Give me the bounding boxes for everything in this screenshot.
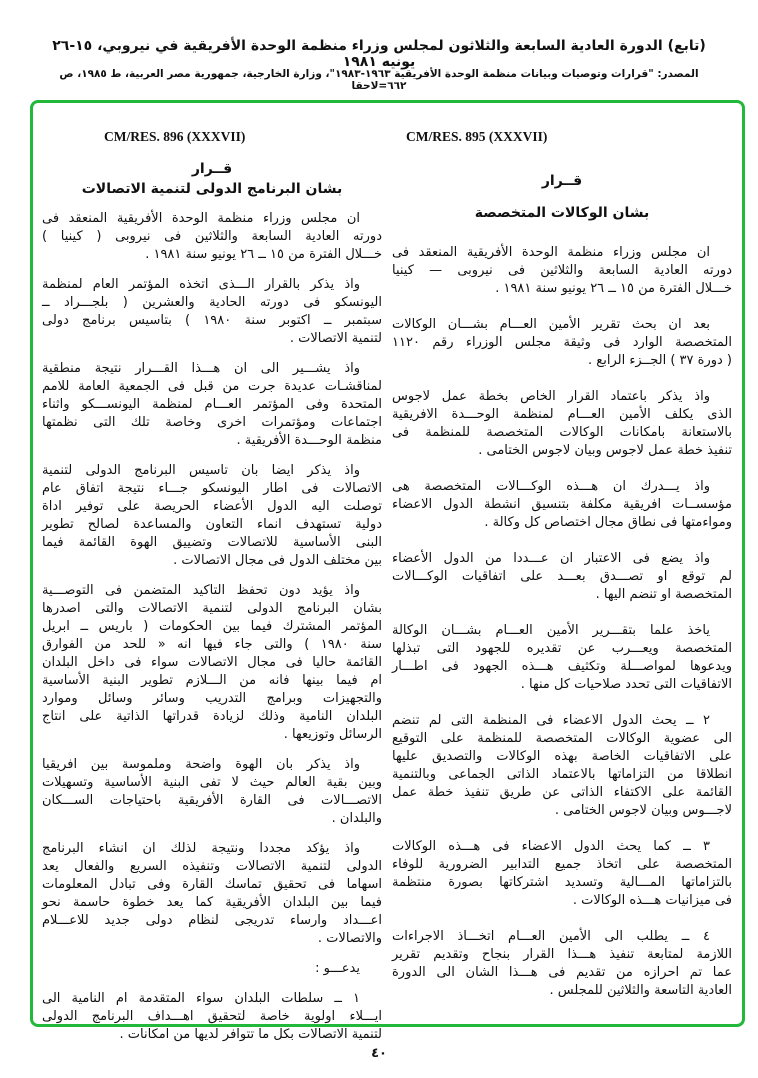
text-line: اعـــداد وارساء تدريجى لنظام دولى جديد للاعـــلام (42, 913, 382, 928)
text-line: الذى يكلف الأمين العـــام لمنظمة الوحـــدة الافريقية (392, 407, 732, 422)
text-line: ٣ ــ كما يحث الدول الاعضاء فى هـــذه الوكالات (392, 839, 710, 854)
text-line: المؤتمر المشترك فيما بين الحكومات ( باريس ــ ابريل (42, 619, 382, 634)
text-line: وبين بقية العالم حيث لا تفى البنية الأساسية وتسهيلات (42, 775, 382, 790)
text-line: خـــلال الفترة من ١٥ ــ ٢٦ يونيو سنة ١٩٨١ . (145, 247, 382, 262)
resolution-heading: قــرار (191, 161, 233, 177)
text-line: ويدعوها لمواصـــلة وتكثيف هـــذه الجهود فى اطـــار (392, 659, 732, 674)
document-source-line: المصدر: "قرارات وتوصيات وبيانات منظمة الوحدة الأفريقية ١٩٦٣-١٩٨٣"، وزارة الخارجية، جمهورية مصر العربية، ط ١٩٨٥، ص ٦٦٢=لاحقا (59, 68, 699, 92)
text-line: ٢ ــ يحث الدول الاعضاء فى المنظمة التى لم تنضم (392, 713, 710, 728)
text-line: واذ يؤيد دون تحفظ التاكيد المتضمن فى التوصـــية (42, 583, 360, 598)
resolution-896-column (42, 128, 382, 1056)
text-line: القائمة على الاكتفاء الذاتى عن طريق تنفيذ خطة عمل (392, 785, 732, 800)
text-line: والاتصالات . (317, 931, 382, 946)
text-line: العادية التاسعة والثلاثين للمجلس . (549, 983, 732, 998)
text-line: انطلاقا من التزاماتها بالاعتماد الذاتى الجماعى وبالتنمية (392, 767, 732, 782)
text-line: واذ يذكر ايضا بان تاسيس البرنامج الدولى لتنمية (42, 463, 360, 478)
paragraph (42, 756, 382, 828)
text-line: الى عضوية الوكالات المتخصصة للمنظمة على التوقيع (392, 731, 732, 746)
text-line: توصلت اليه الدول الأعضاء الحريصة على توفير اداة (42, 499, 382, 514)
text-line: المتحدة وفى المؤتمر العـــام لمنظمة اليونســـكو واثناء (42, 397, 382, 412)
text-line: والبلدان . (331, 811, 382, 826)
text-line: اللازمة لمتابعة تنفيذ هـــذا القرار بنجاح وتقديم تقرير (392, 947, 732, 962)
text-line: واذ يذكر باعتماد القرار الخاص بخطة عمل لاجوس (392, 389, 710, 404)
text-line: اسهاما فى تحقيق تماسك القارة وفى تبادل المعلومات (42, 877, 382, 892)
text-line: ايـــلاء اولوية خاصة لتحقيق اهـــداف البرنامج الدولى (42, 1009, 382, 1024)
text-line: ياخذ علما بتقـــرير الأمين العـــام بشـــان الوكالة (392, 623, 710, 638)
text-line: مؤسســات افريقية مكلفة بتنسيق انشطة الدول الاعضاء (392, 497, 732, 512)
text-line: واذ يضع فى الاعتبار ان عـــددا من الدول الأعضاء (392, 551, 710, 566)
text-line: ومواءمتها فى نطاق مجال اختصاص كل وكالة . (484, 515, 732, 530)
text-line: بالاستعانة بامكانات الوكالات المتخصصة للمنظمة فى (392, 425, 732, 440)
text-line: خـــلال الفترة من ١٥ ــ ٢٦ يونيو سنة ١٩٨١ . (495, 281, 732, 296)
text-line: المتخصصة ويعـــرب عن تقديره للجهود التى تبذلها (392, 641, 732, 656)
text-line: تنفيذ خطة عمل لاجوس وبيان لاجوس الختامى . (478, 443, 732, 458)
text-line: الاتفاقيات التى تحدد صلاحيات كل منها . (520, 677, 732, 692)
text-line: البلدان النامية وذلك لزيادة قدراتها الذاتية على انتاج (42, 709, 382, 724)
text-line: القائمة حاليا فى مجال الاتصالات سواء فى داخل البلدان (42, 655, 382, 670)
text-line: واذ يشـــير الى ان هـــذا القـــرار نتيجة منطقية (42, 361, 360, 376)
text-line: ان مجلس وزراء منظمة الوحدة الأفريقية المنعقد فى (42, 211, 360, 226)
paragraph (42, 582, 382, 744)
text-line: الدولى لتنمية الاتصالات وتنفيذه السريع والفعال يعد (42, 859, 382, 874)
resolution-body (42, 210, 382, 1044)
text-line: دورته العادية السابعة والثلاثين فى نيروبى — كينيا (392, 263, 732, 278)
paragraph (42, 210, 382, 264)
text-line: بين مختلف الدول فى مجال الاتصالات . (173, 553, 382, 568)
text-line: دولية تستهدف انماء التعاون والمساعدة لصالح تطوير (42, 517, 382, 532)
text-line: الاتصـــالات فى القارة الأفريقية باحتياجات الســـكان (42, 793, 382, 808)
paragraph (392, 478, 732, 532)
text-line: سبتمبر ــ اكتوبر سنة ١٩٨٠ ) بتاسيس برنامج دولى (42, 313, 382, 328)
text-line: فيما بين البلدان الأفريقية كما يعد خطوة حاسمة نحو (42, 895, 382, 910)
text-line: يدعـــو : (315, 961, 360, 976)
text-line: ٤ ــ يطلب الى الأمين العـــام اتخـــاذ الاجراءات (392, 929, 710, 944)
paragraph (392, 622, 732, 694)
text-line: اليونسكو فى دورته الحادية والعشرين ( بلجـــراد ــ (42, 295, 382, 310)
text-line: لم توقع او تصـــدق بعـــد على اتفاقيات الوكـــالات (392, 569, 732, 584)
text-line: لاجـــوس وبيان لاجوس الختامى . (554, 803, 732, 818)
paragraph (392, 316, 732, 370)
text-line: على الاتفاقيات الخاصة بهذه الوكالات والتصديق عليها (392, 749, 732, 764)
text-line: سنة ١٩٨٠ ) والتى جاء فيها انه « للحد من الفوارق (42, 637, 383, 652)
resolution-subject: بشان البرنامج الدولى لتنمية الاتصالات (81, 181, 343, 197)
text-line: بعد ان بحث تقرير الأمين العـــام بشـــان الوكالات (392, 317, 710, 332)
paragraph (392, 928, 732, 1000)
text-line: البنى الأساسية للاتصالات وتضييق الهوة القائمة فيما (42, 535, 382, 550)
text-line: واذ يؤكد مجددا ونتيجة لذلك ان انشاء البرنامج (42, 841, 360, 856)
resolution-code: CM/RES. 895 (XXXVII) (406, 129, 548, 144)
resolution-heading: قــرار (541, 173, 583, 189)
text-line: المتخصصة او تنضم اليها . (595, 587, 732, 602)
text-line: اجتماعات ومؤتمرات اخرى وخاصة تلك التى نظمتها (42, 415, 382, 430)
paragraph (42, 960, 382, 978)
paragraph (392, 550, 732, 604)
text-line: منظمة الوحـــدة الأفريقية . (236, 433, 382, 448)
paragraph (42, 276, 382, 348)
text-line: المتخصصة الوارد فى وثيقة مجلس الوزراء رقم ١١٢٠ (392, 335, 732, 350)
text-line: بالتزاماتها المـــالية وتسديد اشتركاتها بصورة منتظمة (392, 875, 732, 890)
text-line: المتخصصة على اتخاذ جميع التدابير الضرورية للوفاء (392, 857, 732, 872)
paragraph (42, 360, 382, 450)
text-line: لتنمية الاتصالات بكل ما تتوافر لديها من امكانات . (119, 1027, 382, 1042)
paragraph (392, 388, 732, 460)
text-line: ام فيما بينها فانه من الـــلازم تطوير البنية الأساسية (42, 673, 382, 688)
paragraph (392, 244, 732, 298)
paragraph (392, 712, 732, 820)
paragraph (392, 838, 732, 910)
text-line: الاتصالات فى اطار اليونسكو جـــاء نتيجة اتفاق عام (42, 481, 382, 496)
paragraph (42, 840, 382, 948)
text-line: واذ يذكر بالقرار الـــذى اتخذه المؤتمر العام لمنظمة (42, 277, 360, 292)
text-line: بشان البرنامج الدولى لتنمية الاتصالات والتى اصدرها (42, 601, 382, 616)
text-line: الرسائل وتوزيعها . (283, 727, 382, 742)
text-line: لتنمية الاتصالات . (289, 331, 382, 346)
resolution-body (392, 244, 732, 1000)
paragraph (42, 462, 382, 570)
text-line: ( دورة ٣٧ ) الجــزء الرابع . (588, 353, 732, 368)
text-line: ان مجلس وزراء منظمة الوحدة الأفريقية المنعقد فى (392, 245, 710, 260)
text-line: عما تم احرازه من تقديم فى هـــذا الشان الى الدورة (392, 965, 732, 980)
text-line: ١ ــ سلطات البلدان سواء المتقدمة ام النامية الى (42, 991, 360, 1006)
text-line: واذ يذكر بان الهوة واضحة وملموسة بين افريقيا (42, 757, 360, 772)
text-line: والتجهيزات وبرامج التدريب وسائر وسائل وموارد (42, 691, 382, 706)
text-line: فى ميزانيات هـــذه الوكالات . (572, 893, 732, 908)
page-number: ٤٠ (371, 1046, 387, 1061)
resolution-895-column (392, 128, 732, 1018)
text-line: واذ يـــدرك ان هـــذه الوكـــالات المتخصصة هى (392, 479, 710, 494)
resolution-code: CM/RES. 896 (XXXVII) (104, 129, 246, 144)
resolution-subject: بشان الوكالات المتخصصة (474, 205, 650, 221)
text-line: لمناقشـات عديدة جرت من قبل فى الجمعية العامة للامم (42, 379, 382, 394)
paragraph (42, 990, 382, 1044)
document-header-title: (تابع) الدورة العادية السابعة والثلاثون لمجلس وزراء منظمة الوحدة الأفريقية في نيروبي، ١٥-٢٦ يونيه ١٩٨١ (52, 38, 706, 70)
text-line: دورته العادية السابعة والثلاثين فى نيروبى ( كينيا ) (42, 229, 382, 244)
